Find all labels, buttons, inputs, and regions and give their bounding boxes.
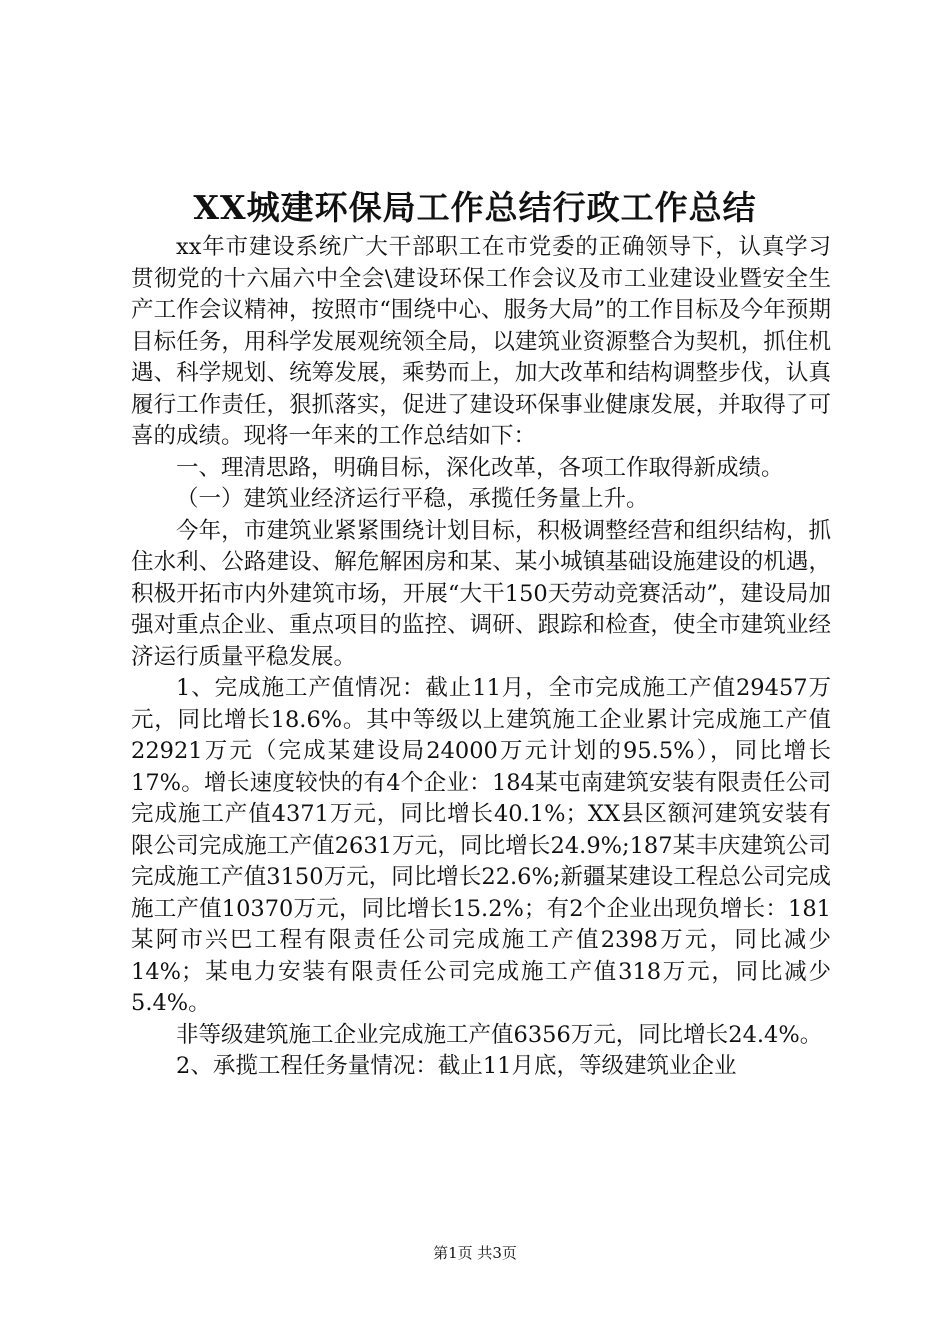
paragraph-intro: xx年市建设系统广大干部职工在市党委的正确领导下，认真学习贯彻党的十六届六中全会\建设环保工作会议及市工业建设业暨安全生产工作会议精神，按照市“围绕中心、服务大局”的工作目标及今年预期目标任务，用科学发展观统领全局，以建筑业资源整合为契机，抓住机遇、科学规划、统筹发展，乘势而上，加大改革和结构调整步伐，认真履行工作责任，狠抓落实，促进了建设环保事业健康发展，并取得了可喜的成绩。现将一年来的工作总结如下： xyxy=(131,234,831,449)
paragraph-subsection-heading: （一）建筑业经济运行平稳，承揽任务量上升。 xyxy=(176,486,649,512)
page-footer: 第1页 共3页 xyxy=(433,1244,517,1262)
paragraph-construction-overview: 今年，市建筑业紧紧围绕计划目标，积极调整经营和组织结构，抓住水利、公路建设、解危解困房和某、某小城镇基础设施建设的机遇，积极开拓市内外建筑市场，开展“大干150天劳动竞赛活动”，建设局加强对重点企业、重点项目的监控、调研、跟踪和检查，使全市建筑业经济运行质量平稳发展。 xyxy=(131,517,831,670)
document-body xyxy=(131,232,831,1083)
paragraph-output-value: 1、完成施工产值情况：截止11月，全市完成施工产值29457万元，同比增长18.6%。其中等级以上建筑施工企业累计完成施工产值22921万元（完成某建设局24000万元计划的95.5%），同比增长17%。增长速度较快的有4个企业：184某屯南建筑安装有限责任公司完成施工产值4371万元，同比增长40.1%；XX县区额河建筑安装有限公司完成施工产值2631万元，同比增长24.9%;187某丰庆建筑公司完成施工产值3150万元，同比增长22.6%;新疆某建设工程总公司完成施工产值10370万元，同比增长15.2%；有2个企业出现负增长：181某阿市兴巴工程有限责任公司完成施工产值2398万元，同比减少14%；某电力安装有限责任公司完成施工产值318万元，同比减少5.4%。 xyxy=(131,675,831,1016)
paragraph-non-grade-output: 非等级建筑施工企业完成施工产值6356万元，同比增长24.4%。 xyxy=(176,1021,823,1048)
paragraph-section-heading: 一、理清思路，明确目标，深化改革，各项工作取得新成绩。 xyxy=(176,454,784,481)
paragraph-contracted-tasks: 2、承揽工程任务量情况：截止11月底，等级建筑业企业 xyxy=(176,1053,737,1079)
document-title: XX城建环保局工作总结行政工作总结 xyxy=(193,188,757,227)
